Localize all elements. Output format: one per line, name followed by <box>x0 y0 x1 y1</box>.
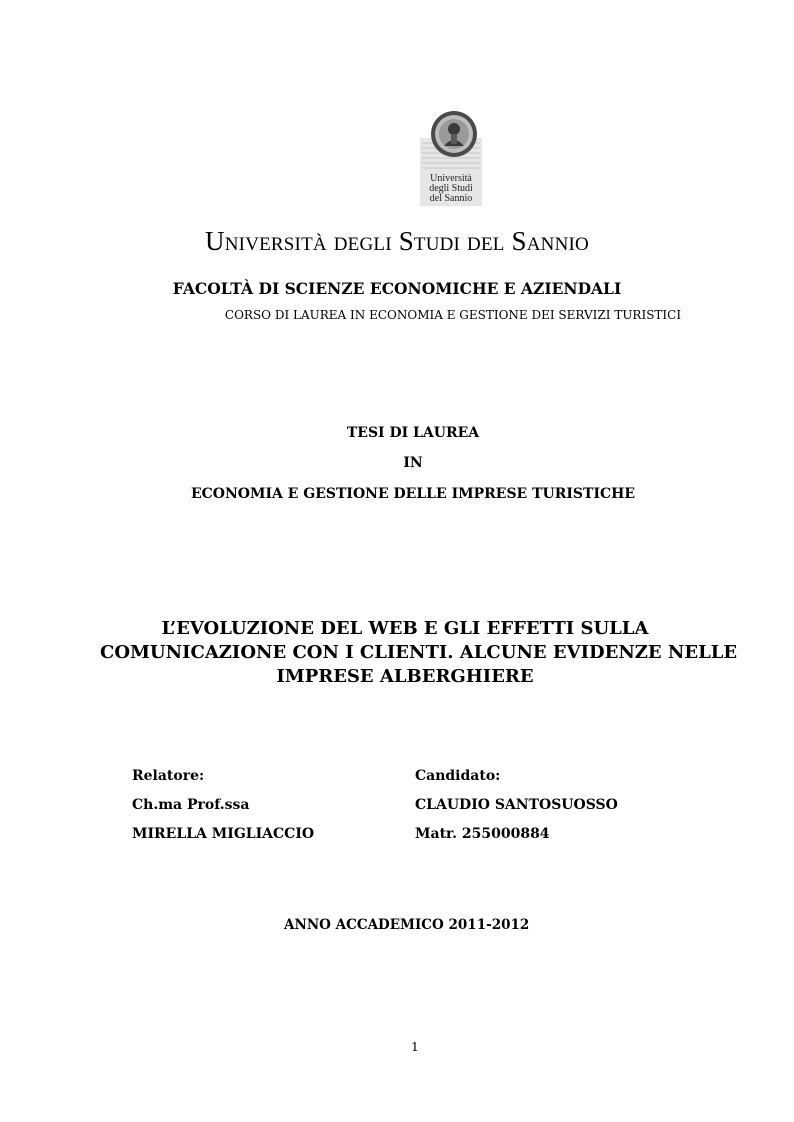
svg-text:Università: Università <box>430 173 472 184</box>
svg-text:del Sannio: del Sannio <box>429 193 473 204</box>
svg-text:degli Studi: degli Studi <box>429 183 473 194</box>
university-logo <box>420 110 482 206</box>
faculty-name: FACOLTÀ DI SCIENZE ECONOMICHE E AZIENDALI <box>172 279 622 298</box>
university-name: Università degli Studi del Sannio <box>205 226 589 256</box>
thesis-title <box>100 617 738 689</box>
academic-year: ANNO ACCADEMICO 2011-2012 <box>284 917 530 933</box>
relatore-name: MIRELLA MIGLIACCIO <box>132 826 315 842</box>
candidato-matricola: Matr. 255000884 <box>415 826 550 842</box>
relatore-label: Relatore: <box>132 768 205 784</box>
thesis-title-line: COMUNICAZIONE CON I CLIENTI. ALCUNE EVIDENZE NELLE <box>100 642 738 663</box>
candidato-label: Candidato: <box>415 768 501 784</box>
course-name: CORSO DI LAUREA IN ECONOMIA E GESTIONE DEI SERVIZI TURISTICI <box>224 308 682 322</box>
relatore-title: Ch.ma Prof.ssa <box>132 797 250 813</box>
thesis-type: TESI DI LAUREA <box>346 425 480 441</box>
university-seal-icon <box>420 110 482 206</box>
page-number: 1 <box>411 1040 419 1054</box>
thesis-title-line: IMPRESE ALBERGHIERE <box>276 666 534 687</box>
thesis-subject: ECONOMIA E GESTIONE DELLE IMPRESE TURISTICHE <box>190 486 636 502</box>
thesis-in: IN <box>403 455 423 471</box>
thesis-title-line: L’EVOLUZIONE DEL WEB E GLI EFFETTI SULLA <box>161 618 649 639</box>
candidato-name: CLAUDIO SANTOSUOSSO <box>415 797 618 813</box>
